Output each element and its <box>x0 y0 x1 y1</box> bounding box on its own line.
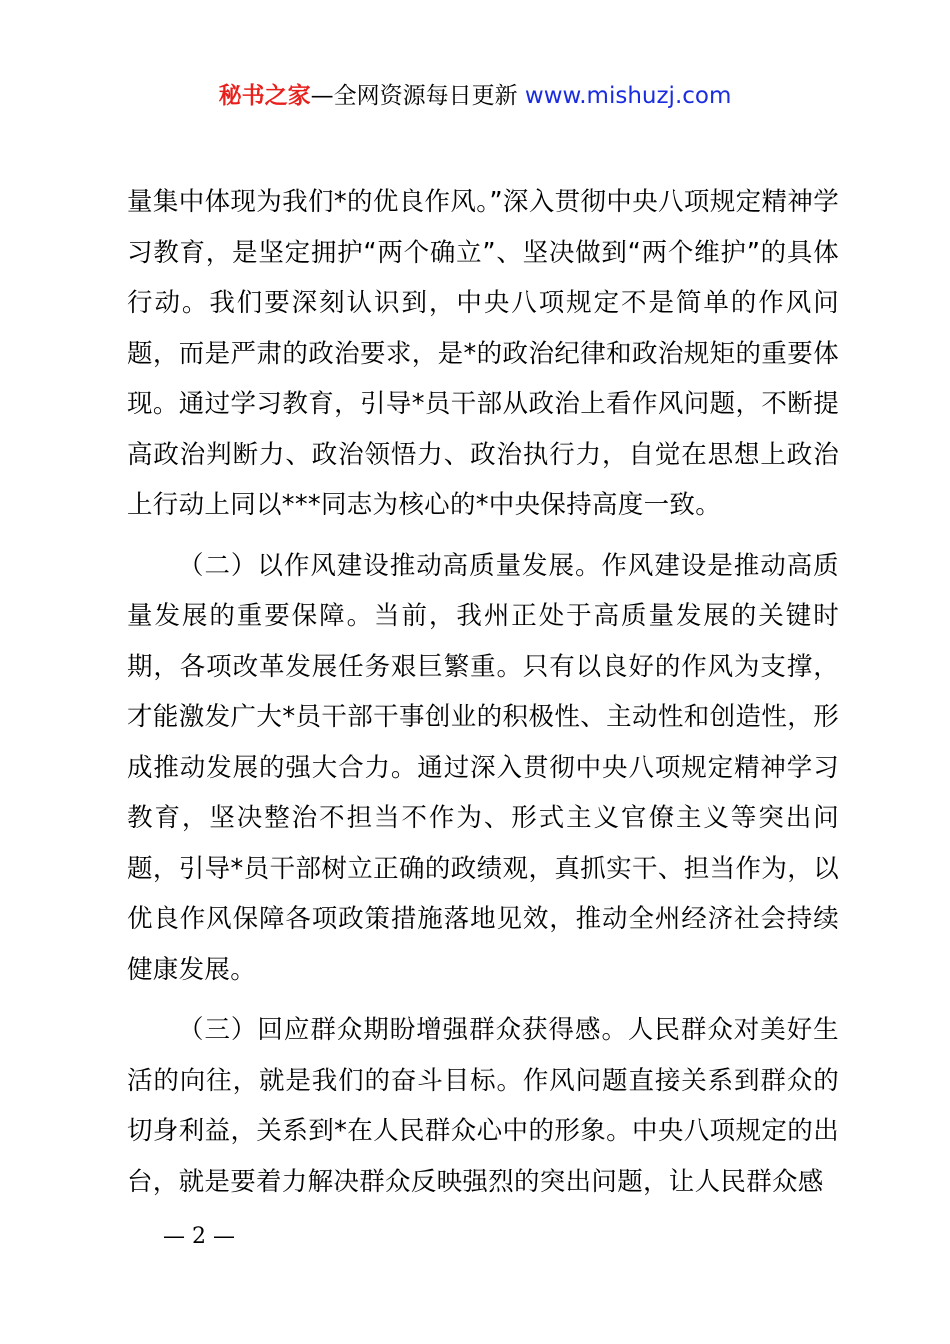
paragraph-gap <box>127 531 839 541</box>
paragraph-section-2: （二）以作风建设推动高质量发展。作风建设是推动高质量发展的重要保障。当前，我州正处于高质量发展的关键时期，各项改革发展任务艰巨繁重。只有以良好的作风为支撑，才能激发广大*员干部干事创业的积极性、主动性和创造性，形成推动发展的强大合力。通过深入贯彻中央八项规定精神学习教育，坚决整治不担当不作为、形式主义官僚主义等突出问题，引导*员干部树立正确的政绩观，真抓实干、担当作为，以优良作风保障各项政策措施落地见效，推动全州经济社会持续健康发展。 <box>127 550 839 985</box>
site-url[interactable]: www.mishuzj.com <box>517 83 732 109</box>
paragraph-section-3: （三）回应群众期盼增强群众获得感。人民群众对美好生活的向往，就是我们的奋斗目标。作风问题直接关系到群众的切身利益，关系到*在人民群众心中的形象。中央八项规定的出台，就是要着力解决群众反映强烈的突出问题，让人民群众感 <box>127 1015 839 1197</box>
page-number: — 2 — <box>163 1224 235 1249</box>
header-tagline: —全网资源每日更新 <box>310 83 518 109</box>
paragraph-continuation: 量集中体现为我们*的优良作风。”深入贯彻中央八项规定精神学习教育，是坚定拥护“两个确立”、坚决做到“两个维护”的具体行动。我们要深刻认识到，中央八项规定不是简单的作风问题，而是严肃的政治要求，是*的政治纪律和政治规矩的重要体现。通过学习教育，引导*员干部从政治上看作风问题，不断提高政治判断力、政治领悟力、政治执行力，自觉在思想上政治上行动上同以***同志为核心的*中央保持高度一致。 <box>127 187 839 520</box>
brand-name: 秘书之家 <box>218 83 311 109</box>
site-header <box>0 78 950 114</box>
document-body <box>127 177 839 1207</box>
paragraph-gap <box>127 995 839 1005</box>
